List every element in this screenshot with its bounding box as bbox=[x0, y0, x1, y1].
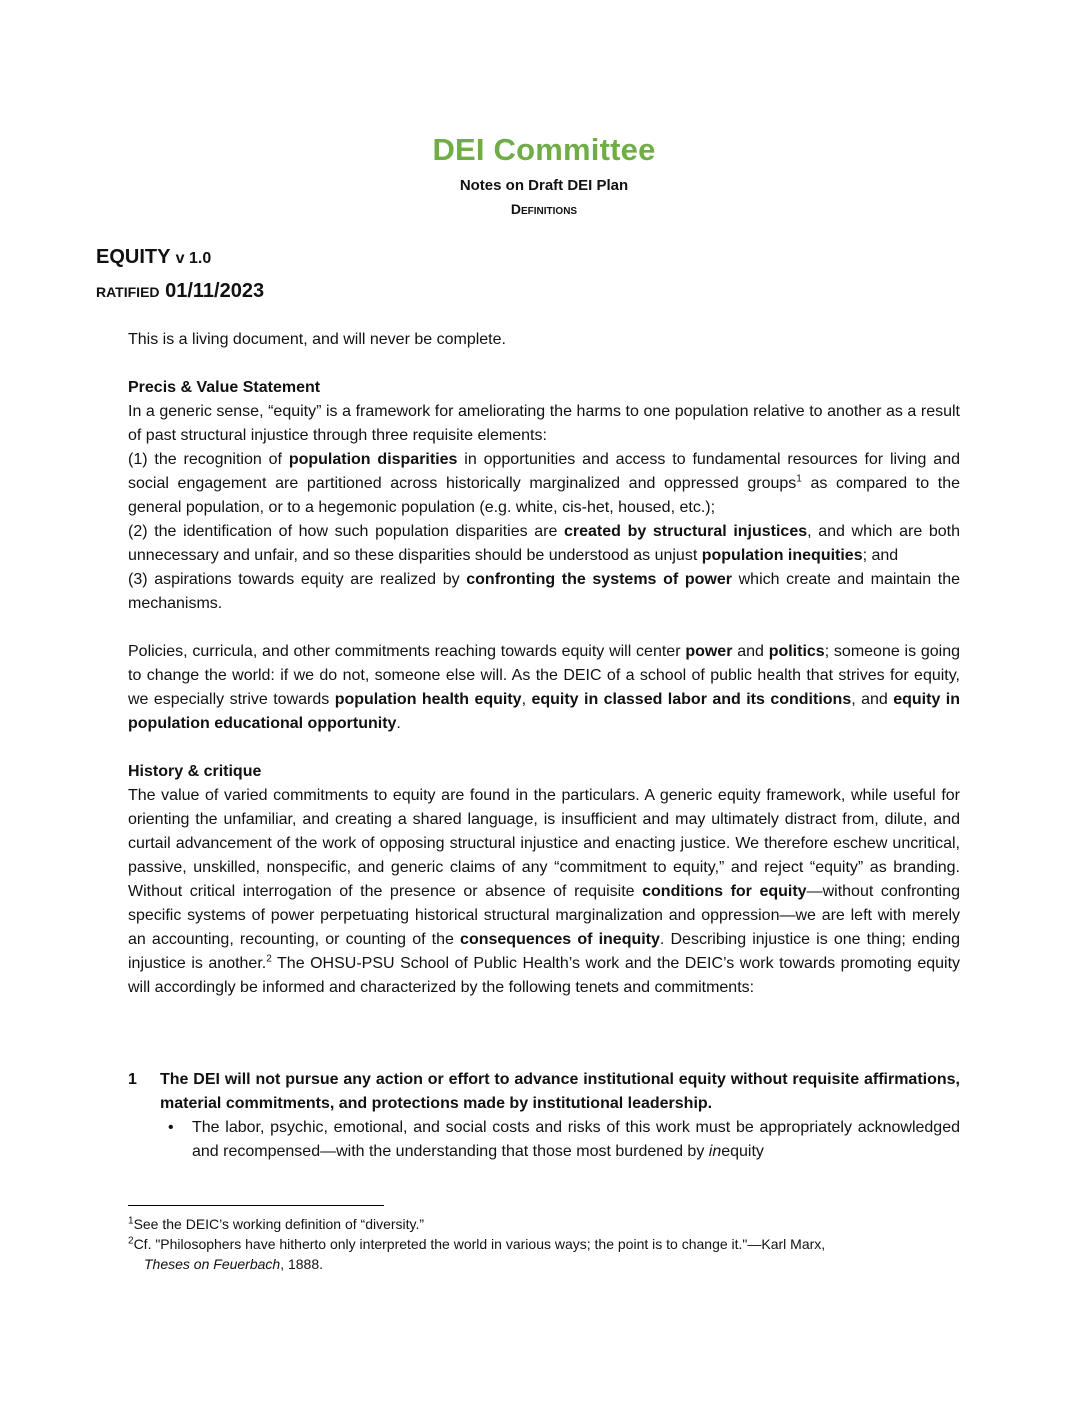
document-body bbox=[128, 328, 960, 1000]
footnote-2: $^2$Cf. "Philosophers have hitherto only interpreted the world in various ways; the point is to change it."—Karl Marx, bbox=[128, 1235, 826, 1252]
bullet-text: The labor, psychic, emotional, and social costs and risks of this work must be appropriately acknowledged and recompensed—with the understanding that those most burdened by inequity bbox=[192, 1119, 960, 1160]
document-title: DEI Committee bbox=[432, 132, 656, 167]
precis-heading: Precis & Value Statement bbox=[128, 379, 321, 396]
bullet-icon: • bbox=[168, 1119, 174, 1136]
tenet-number: 1 bbox=[128, 1071, 137, 1088]
version-label: v 1.0 bbox=[175, 250, 212, 267]
tenet-1 bbox=[128, 1068, 960, 1164]
footnote-1: $^1$See the DEIC’s working definition of “diversity.” bbox=[128, 1215, 425, 1232]
element-2: (2) the identification of how such population disparities are created by structural injustices, and which are both unnecessary and unfair, and so these disparities should be understood as unjust population inequities; and bbox=[128, 523, 960, 564]
definition-heading bbox=[96, 246, 211, 269]
document-subtitle: Notes on Draft DEI Plan bbox=[459, 177, 629, 194]
section-label: Definitions bbox=[510, 201, 578, 217]
history-heading: History & critique bbox=[128, 763, 262, 780]
definition-term: EQUITY bbox=[96, 246, 171, 268]
footnotes bbox=[128, 1214, 960, 1274]
element-1: (1) the recognition of population disparities in opportunities and access to fundamental resources for living and social engagement are partitioned across historically marginalized and oppressed groups$^1$ as compared to the general population, or to a hegemonic population (e.g. white, cis-het, housed, etc.); bbox=[128, 451, 960, 516]
footnote-divider bbox=[128, 1205, 384, 1206]
footnote-2-source: Theses on Feuerbach, 1888. bbox=[144, 1256, 324, 1272]
tenet-text: The DEI will not pursue any action or effort to advance institutional equity without requisite affirmations, material commitments, and protections made by institutional leadership. bbox=[160, 1071, 960, 1112]
ratified-line bbox=[96, 280, 264, 303]
policies-paragraph: Policies, curricula, and other commitments reaching towards equity will center power and politics; someone is going to change the world: if we do not, someone else will. As the DEIC of a school of public health that strives for equity, we especially strive towards population health equity, equity in classed labor and its conditions, and equity in population educational opportunity. bbox=[128, 643, 961, 732]
ratified-date: 01/11/2023 bbox=[165, 280, 265, 302]
footnote-ref-2: 2 bbox=[266, 953, 272, 965]
intro-paragraph: This is a living document, and will never be complete. bbox=[128, 331, 506, 348]
precis-paragraph: In a generic sense, “equity” is a framework for ameliorating the harms to one population relative to another as a result of past structural injustice through three requisite elements: bbox=[128, 403, 960, 444]
ratified-label: RATIFIED bbox=[96, 284, 160, 300]
footnote-ref-1: 1 bbox=[796, 473, 802, 485]
history-paragraph: The value of varied commitments to equity are found in the particulars. A generic equity framework, while useful for orienting the unfamiliar, and creating a shared language, is insufficient and may ultimately distract from, dilute, and curtail advancement of the work of opposing structural injustice and enacting justice. We therefore eschew uncritical, passive, unskilled, nonspecific, and generic claims of any “commitment to equity,” and reject “equity” as branding. Without critical interrogation of the presence or absence of requisite conditions for equity—without confronting specific systems of power perpetuating historical structural marginalization and oppression—we are left with merely an accounting, recounting, or counting of the consequences of inequity. Describing injustice is one thing; ending injustice is another.$^2$ The OHSU-PSU School of Public Health’s work and the DEIC’s work towards promoting equity will accordingly be informed and characterized by the following tenets and commitments: bbox=[128, 787, 961, 996]
element-3: (3) aspirations towards equity are realized by confronting the systems of power which create and maintain the mechanisms. bbox=[128, 571, 961, 612]
tenet-bullet bbox=[160, 1116, 960, 1164]
